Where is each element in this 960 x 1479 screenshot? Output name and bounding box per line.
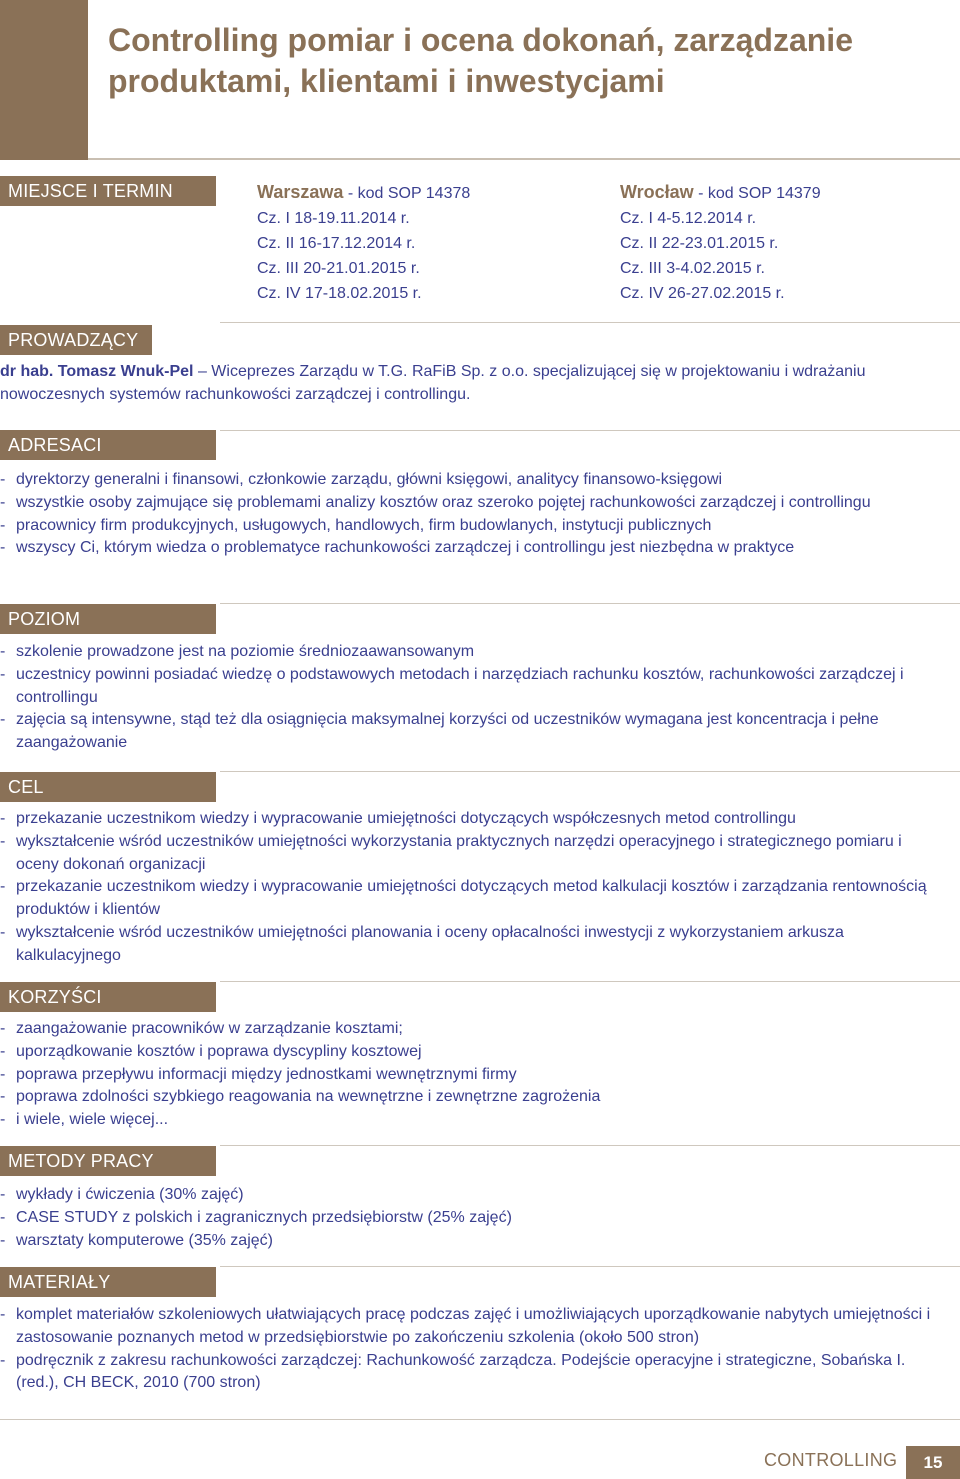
city-wroclaw xyxy=(620,180,821,306)
section-rule xyxy=(220,771,960,772)
section-label-materialy: MATERIAŁY xyxy=(0,1267,216,1297)
footer-label: CONTROLLING xyxy=(764,1450,898,1470)
city-warszawa xyxy=(257,180,470,306)
presenter-info xyxy=(0,360,952,406)
list-item: - wykształcenie wśród uczestników umiejętności planowania i oceny opłacalności inwestycji z wykorzystaniem arkusza kalkulacyjnego xyxy=(0,922,945,968)
date-line: Cz. I 4-5.12.2014 r. xyxy=(620,210,757,227)
date-line: Cz. II 16-17.12.2014 r. xyxy=(257,235,416,252)
section-rule xyxy=(220,322,960,323)
city-name: Wrocław xyxy=(620,182,694,202)
list-korzysci xyxy=(0,1018,945,1132)
city-code: - kod SOP 14379 xyxy=(693,185,821,202)
list-item: - wszystkie osoby zajmujące się problemami analizy kosztów oraz szeroko pojętej rachunkowości zarządczej i controllingu xyxy=(0,492,945,515)
list-item: - uporządkowanie kosztów i poprawa dyscypliny kosztowej xyxy=(0,1041,945,1064)
section-label-korzysci: KORZYŚCI xyxy=(0,982,216,1012)
list-item: - zaangażowanie pracowników w zarządzanie kosztami; xyxy=(0,1018,945,1041)
header-color-block xyxy=(0,0,88,160)
section-label-cel: CEL xyxy=(0,772,216,802)
presenter-description: – Wiceprezes Zarządu w T.G. RaFiB Sp. z o.o. specjalizującej się w projektowaniu i wdrażaniu nowoczesnych systemów rachunkowości zarządczej i controllingu. xyxy=(0,363,866,403)
date-line: Cz. III 3-4.02.2015 r. xyxy=(620,260,765,277)
footer-divider xyxy=(0,1419,960,1420)
list-cel xyxy=(0,808,945,968)
title-divider xyxy=(88,158,960,160)
date-line: Cz. IV 26-27.02.2015 r. xyxy=(620,285,785,302)
section-rule xyxy=(220,603,960,604)
list-item: - i wiele, wiele więcej... xyxy=(0,1109,945,1132)
section-rule xyxy=(220,430,960,431)
list-item: - zajęcia są intensywne, stąd też dla osiągnięcia maksymalnej korzyści od uczestników wymagana jest koncentracja i pełne zaangażowanie xyxy=(0,709,945,755)
city-code: - kod SOP 14378 xyxy=(343,185,471,202)
section-label-miejsce: MIEJSCE I TERMIN xyxy=(0,176,216,206)
list-item: - CASE STUDY z polskich i zagranicznych przedsiębiorstw (25% zajęć) xyxy=(0,1207,945,1230)
list-item: - poprawa zdolności szybkiego reagowania na wewnętrzne i zewnętrzne zagrożenia xyxy=(0,1086,945,1109)
list-item: - szkolenie prowadzone jest na poziomie średniozaawansowanym xyxy=(0,641,945,664)
presenter-name: dr hab. Tomasz Wnuk-Pel xyxy=(0,363,194,380)
section-rule xyxy=(220,1145,960,1146)
list-item: - pracownicy firm produkcyjnych, usługowych, handlowych, firm budowlanych, instytucji publicznych xyxy=(0,515,945,538)
list-poziom xyxy=(0,641,945,755)
section-rule xyxy=(220,981,960,982)
section-label-metody: METODY PRACY xyxy=(0,1146,216,1176)
page-title: Controlling pomiar i ocena dokonań, zarządzanie produktami, klientami i inwestycjami xyxy=(108,22,853,99)
date-line: Cz. I 18-19.11.2014 r. xyxy=(257,210,410,227)
list-metody xyxy=(0,1184,945,1252)
section-label-adresaci: ADRESACI xyxy=(0,430,216,460)
list-item: - podręcznik z zakresu rachunkowości zarządczej: Rachunkowość zarządcza. Podejście operacyjne i strategiczne, Sobańska I. (red.), CH BECK, 2010 (700 stron) xyxy=(0,1350,945,1396)
list-item: - wszyscy Ci, którym wiedza o problematyce rachunkowości zarządczej i controllingu jest niezbędna w praktyce xyxy=(0,537,945,560)
list-item: - przekazanie uczestnikom wiedzy i wypracowanie umiejętności dotyczących współczesnych metod controllingu xyxy=(0,808,945,831)
list-item: - uczestnicy powinni posiadać wiedzę o podstawowych metodach i narzędziach rachunku kosztów, rachunkowości zarządczej i controllingu xyxy=(0,664,945,710)
section-rule xyxy=(220,1266,960,1267)
date-line: Cz. III 20-21.01.2015 r. xyxy=(257,260,420,277)
date-line: Cz. IV 17-18.02.2015 r. xyxy=(257,285,422,302)
list-item: - komplet materiałów szkoleniowych ułatwiających pracę podczas zajęć i umożliwiających uporządkowanie nabytych umiejętności i zastosowanie poznanych metod w przedsiębiorstwie po zakończeniu szkolenia (około 500 stron) xyxy=(0,1304,945,1350)
list-item: - dyrektorzy generalni i finansowi, członkowie zarządu, główni księgowi, analitycy finansowo-księgowi xyxy=(0,469,945,492)
list-item: - poprawa przepływu informacji między jednostkami wewnętrznymi firmy xyxy=(0,1064,945,1087)
list-item: - wykłady i ćwiczenia (30% zajęć) xyxy=(0,1184,945,1207)
page-number: 15 xyxy=(906,1446,960,1479)
city-name: Warszawa xyxy=(257,182,344,202)
list-item: - przekazanie uczestnikom wiedzy i wypracowanie umiejętności dotyczących metod kalkulacji kosztów i zarządzania rentownością produktów i klientów xyxy=(0,876,945,922)
date-line: Cz. II 22-23.01.2015 r. xyxy=(620,235,779,252)
list-item: - wykształcenie wśród uczestników umiejętności wykorzystania praktycznych narzędzi operacyjnego i strategicznego pomiaru i oceny dokonań organizacji xyxy=(0,831,945,877)
section-label-prowadzacy: PROWADZĄCY xyxy=(0,325,152,355)
list-materialy xyxy=(0,1304,945,1395)
list-item: - warsztaty komputerowe (35% zajęć) xyxy=(0,1230,945,1253)
section-label-poziom: POZIOM xyxy=(0,604,216,634)
list-adresaci xyxy=(0,469,945,560)
